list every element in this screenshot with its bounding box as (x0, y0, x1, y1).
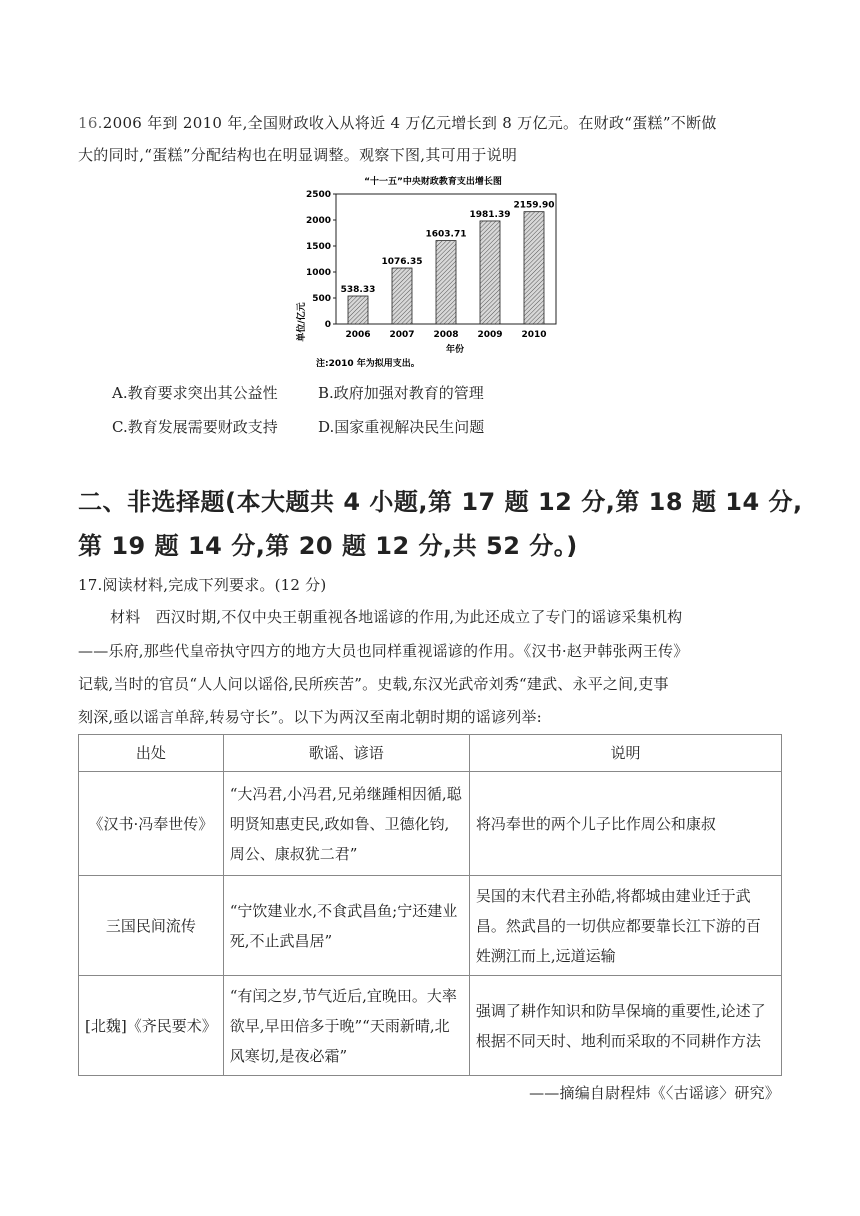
section2-title-line2: 第 19 题 14 分,第 20 题 12 分,共 52 分。) (78, 532, 578, 560)
q17-material-line4: 刻深,亟以谣言单辞,转易守长”。以下为两汉至南北朝时期的谣谚列举: (78, 708, 542, 726)
row-song: “大冯君,小冯君,兄弟继踵相因循,聪明贤知惠吏民,政如鲁、卫德化钧,周公、康叔犹二君” (223, 772, 469, 876)
bar-2008 (436, 241, 456, 324)
y-tick-label: 500 (312, 294, 331, 304)
q16-number: 16. (78, 114, 103, 132)
x-tick-label: 2006 (345, 330, 371, 340)
y-tick-label: 2000 (305, 216, 331, 226)
bar-2009 (480, 221, 500, 324)
row-note: 将冯奉世的两个儿子比作周公和康叔 (469, 772, 781, 876)
q16-option-a[interactable]: A.教育要求突出其公益性 (112, 384, 278, 402)
x-tick-label: 2009 (477, 330, 503, 340)
header-note: 说明 (469, 735, 781, 772)
row-note: 强调了耕作知识和防旱保墒的重要性,论述了根据不同天时、地利而采取的不同耕作方法 (469, 976, 781, 1076)
y-tick-label: 0 (324, 320, 331, 330)
bar-2007 (392, 268, 412, 324)
q17-material-line1: 材料 西汉时期,不仅中央王朝重视各地谣谚的作用,为此还成立了专门的谣谚采集机构 (110, 608, 683, 626)
table-row (79, 772, 782, 876)
bar-2010 (524, 212, 544, 324)
x-tick-label: 2010 (521, 330, 547, 340)
bar-value-label: 1076.35 (381, 257, 423, 268)
q17-material-line3: 记载,当时的官员“人人问以谣俗,民所疾苦”。史载,东汉光武帝刘秀“建武、永平之间,吏事 (78, 675, 669, 693)
chart-bars (341, 201, 555, 340)
bar-2006 (348, 296, 368, 324)
header-source: 出处 (79, 735, 224, 772)
y-tick-label: 1000 (305, 268, 331, 278)
bar-value-label: 538.33 (340, 285, 376, 296)
q17-prompt: 17.阅读材料,完成下列要求。(12 分) (78, 576, 327, 594)
table-row (79, 876, 782, 976)
education-spending-chart (290, 172, 570, 372)
row-source: 三国民间流传 (79, 876, 224, 976)
row-source: 《汉书·冯奉世传》 (79, 772, 224, 876)
q16-line2: 大的同时,“蛋糕”分配结构也在明显调整。观察下图,其可用于说明 (78, 146, 518, 164)
y-tick-label: 2500 (305, 190, 331, 200)
q16-option-c[interactable]: C.教育发展需要财政支持 (112, 418, 278, 436)
bar-value-label: 2159.90 (513, 200, 555, 211)
q17-material-line2: ——乐府,那些代皇帝执守四方的地方大员也同样重视谣谚的作用。《汉书·赵尹韩张两王传》 (78, 642, 689, 660)
bar-value-label: 1981.39 (469, 209, 511, 220)
row-song: “宁饮建业水,不食武昌鱼;宁还建业死,不止武昌居” (223, 876, 469, 976)
x-tick-label: 2007 (389, 330, 415, 340)
q17-citation: ——摘编自尉程炜《〈古谣谚〉研究》 (529, 1084, 780, 1102)
q16-line1: 16.2006 年到 2010 年,全国财政收入从将近 4 万亿元增长到 8 万亿元。在财政“蛋糕”不断做 (78, 114, 717, 132)
table-header-row (79, 735, 782, 772)
row-source: [北魏]《齐民要术》 (79, 976, 224, 1076)
y-tick-label: 1500 (305, 242, 331, 252)
q16-option-b[interactable]: B.政府加强对教育的管理 (318, 384, 484, 402)
header-song: 歌谣、谚语 (223, 735, 469, 772)
chart-ylabel: 单位/亿元 (297, 302, 307, 342)
q16-option-d[interactable]: D.国家重视解决民生问题 (318, 418, 485, 436)
chart-title: “十一五”中央财政教育支出增长图 (364, 177, 502, 187)
row-song: “有闰之岁,节气近后,宜晚田。大率欲早,早田倍多于晚”“天雨新晴,北风寒切,是夜必霜” (223, 976, 469, 1076)
row-note: 吴国的末代君主孙皓,将都城由建业迁于武昌。然武昌的一切供应都要靠长江下游的百姓溯江而上,远道运输 (469, 876, 781, 976)
ballad-table (78, 734, 782, 1076)
bar-value-label: 1603.71 (425, 229, 467, 240)
section2-title-line1: 二、非选择题(本大题共 4 小题,第 17 题 12 分,第 18 题 14 分, (78, 488, 803, 516)
chart-xlabel: 年份 (445, 345, 465, 355)
x-tick-label: 2008 (433, 330, 459, 340)
chart-note: 注:2010 年为拟用支出。 (316, 359, 420, 369)
chart-axes (306, 190, 556, 330)
table-row (79, 976, 782, 1076)
